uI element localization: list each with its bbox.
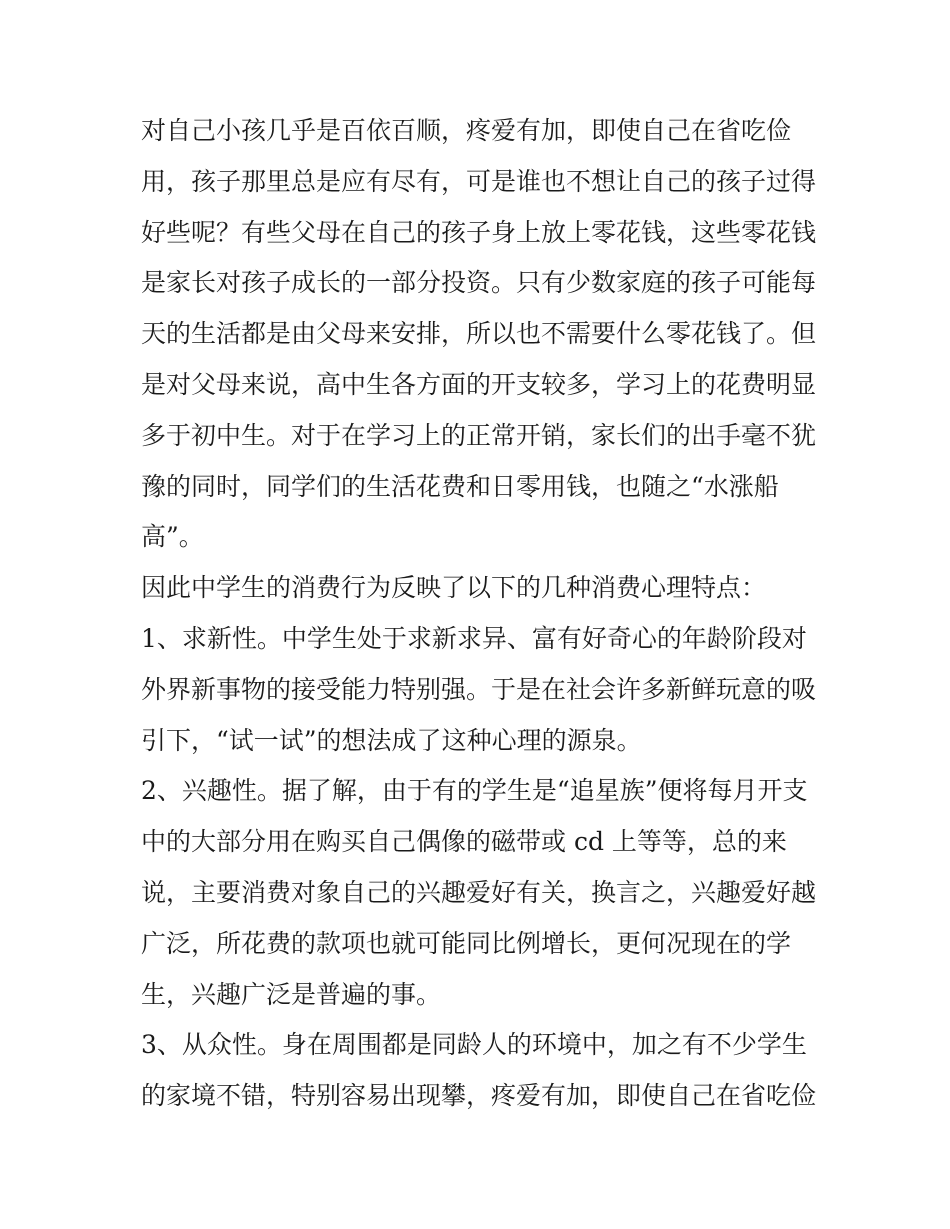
text-line: 好些呢？有些父母在自己的孩子身上放上零花钱，这些零花钱 — [141, 217, 817, 247]
section-intro-line: 因此中学生的消费行为反映了以下的几种消费心理特点： — [141, 573, 767, 603]
text-line: 对自己小孩几乎是百依百顺，疼爱有加，即使自己在省吃俭 — [141, 116, 792, 145]
text-line: 中的大部分用在购买自己偶像的磁带或 cd 上等等，总的来 — [141, 827, 787, 857]
list-item-1-line: 1、求新性。中学生处于求新求异、富有好奇心的年龄阶段对 — [141, 623, 807, 653]
text-line: 是家长对孩子成长的一部分投资。只有少数家庭的孩子可能每 — [141, 268, 817, 298]
text-line: 多于初中生。对于在学习上的正常开销，家长们的出手毫不犹 — [141, 420, 817, 450]
document-body — [141, 106, 816, 1122]
text-line: 的家境不错，特别容易出现攀，疼爱有加，即使自己在省吃俭 — [141, 1081, 817, 1111]
text-line: 是对父母来说，高中生各方面的开支较多，学习上的花费明显 — [141, 369, 817, 399]
text-line: 生，兴趣广泛是普遍的事。 — [141, 979, 442, 1009]
text-line: 外界新事物的接受能力特别强。于是在社会许多新鲜玩意的吸 — [141, 674, 817, 704]
text-line: 引下，“试一试”的想法成了这种心理的源泉。 — [141, 725, 642, 755]
text-line: 高”。 — [141, 522, 204, 552]
text-line: 广泛，所花费的款项也就可能同比例增长，更何况现在的学 — [141, 928, 792, 958]
text-line: 豫的同时，同学们的生活花费和日零用钱，也随之“水涨船 — [141, 471, 779, 501]
list-item-3-line: 3、从众性。身在周围都是同龄人的环境中，加之有不少学生 — [141, 1030, 807, 1060]
list-item-2-line: 2、兴趣性。据了解，由于有的学生是“追星族”便将每月开支 — [141, 776, 808, 806]
text-line: 天的生活都是由父母来安排，所以也不需要什么零花钱了。但 — [141, 319, 817, 349]
text-line: 用，孩子那里总是应有尽有，可是谁也不想让自己的孩子过得 — [141, 166, 817, 196]
text-line: 说，主要消费对象自己的兴趣爱好有关，换言之，兴趣爱好越 — [141, 877, 817, 907]
